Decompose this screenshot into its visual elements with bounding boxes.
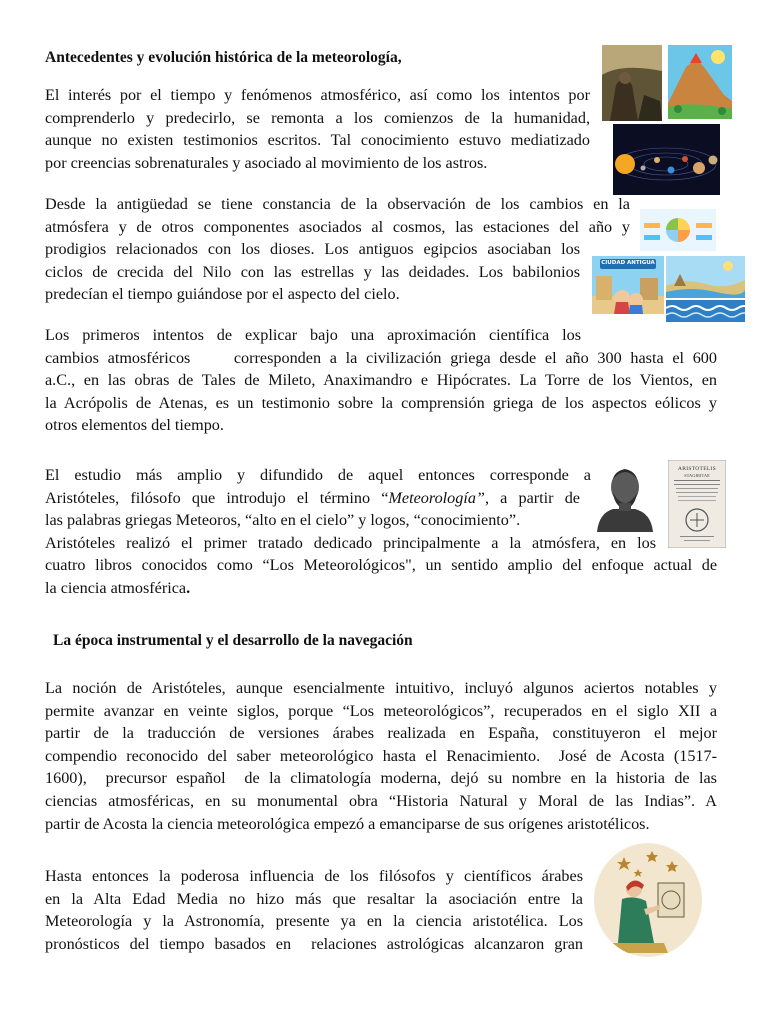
text-line: atmósfera y de otros componentes asociados al cosmos, las estaciones del año y — [45, 217, 630, 236]
text-line: a.C., en las obras de Tales de Mileto, Anaximandro e Hipócrates. La Torre de los Vientos, en — [45, 371, 717, 390]
vignette-label: CIUDAD ANTIGUA — [601, 260, 655, 266]
text-line: pronósticos del tiempo basados en relaciones astrológicas alcanzaron gran — [45, 934, 583, 953]
text-line: en la Alta Edad Media no hizo más que resaltar la asociación entre la — [45, 889, 583, 908]
water-waves-image — [666, 300, 745, 322]
text-line: predecían el tiempo guiándose por el aspecto del cielo. — [45, 285, 400, 304]
text-line: El estudio más amplio y difundido de aquel entonces corresponde a — [45, 466, 591, 484]
text-line: Aristóteles realizó el primer tratado dedicado principalmente a la atmósfera, en los — [45, 533, 656, 552]
text-line: comprenderlo y predecirlo, se remonta a los comienzos de la humanidad, — [45, 108, 590, 127]
text-line: permite avanzar en veinte siglos, porque “Los meteorológicos”, recuperados en el siglo XII a — [45, 701, 717, 720]
meteorologia-term: Meteorología”, — [388, 488, 489, 507]
text-line: 1600), precursor español de la climatología moderna, dejó su nombre en la historia de las — [45, 769, 717, 788]
text-line: cuatro libros conocidos como “Los Meteorológicos", un sentido amplio del enfoque actual de — [45, 556, 717, 575]
text-line: otros elementos del tiempo. — [45, 416, 224, 435]
river-landscape-image — [666, 256, 745, 298]
text-line — [45, 577, 717, 600]
text-line: ciclos de crecida del Nilo con las estrellas y las deidades. Los babilonios — [45, 262, 580, 281]
aristotle-bust-image — [591, 459, 658, 532]
text-fragment-bold: . — [186, 578, 191, 597]
aristotle-book-cover-image — [668, 460, 726, 548]
text-line: prodigios relacionados con los dioses. Los antiguos egipcios asociaban los — [45, 240, 580, 259]
seasons-diagram-image — [640, 209, 716, 251]
text-line: La noción de Aristóteles, aunque esencialmente intuitivo, incluyó algunos aciertos notables y — [45, 679, 717, 697]
text-line: Desde la antigüedad se tiene constancia de la observación de los cambios en la — [45, 195, 630, 213]
book-title-line2: STAGIRITAE — [684, 473, 710, 478]
text-line: aunque no existen testimonios escritos. Tal conocimiento estuvo mediatizado — [45, 131, 590, 150]
text-line: cambios atmosféricos corresponden a la civilización griega desde el año 300 hasta el 600 — [45, 348, 717, 367]
paragraph-interes — [45, 84, 590, 174]
paragraph-griegos — [45, 324, 717, 437]
text-line: compendio reconocido del saber meteorológico hasta el Renacimiento. José de Acosta (1517- — [45, 746, 717, 765]
text-line: las palabras griegas Meteoros, “alto en el cielo” y logos, “conocimiento”. — [45, 511, 521, 530]
section-heading-antecedentes: Antecedentes y evolución histórica de la meteorología, — [45, 49, 402, 66]
text-fragment: Aristóteles, filósofo que introdujo el término “ — [45, 488, 389, 507]
text-line: Hasta entonces la poderosa influencia de los filósofos y científicos árabes — [45, 867, 583, 885]
text-line: por creencias sobrenaturales y asociado al movimiento de los astros. — [45, 153, 488, 172]
text-fragment: a partir de — [489, 488, 580, 507]
text-fragment: la ciencia atmosférica — [45, 578, 187, 597]
text-line: la Acrópolis de Atenas, es un testimonio sobre la comprensión griega de los aspectos eólicos y — [45, 393, 717, 412]
paragraph-arabes — [45, 865, 583, 955]
ancient-city-cartoon-image — [592, 256, 664, 314]
text-line: Meteorología y la Astronomía, presente ya en la ciencia aristotélica. Los — [45, 912, 583, 931]
ancient-painting-image — [602, 45, 662, 121]
text-line: partir de Acosta la ciencia meteorológica empezó a emanciparse de sus orígenes aristotélicos. — [45, 814, 650, 833]
text-line: El interés por el tiempo y fenómenos atmosférico, así como los intentos por — [45, 86, 590, 104]
text-line: ciencias atmosféricas, en su monumental obra “Historia Natural y Moral de las Indias”. A — [45, 791, 717, 810]
text-line — [45, 487, 580, 510]
text-line: Los primeros intentos de explicar bajo una aproximación científica los — [45, 326, 581, 344]
medieval-astronomer-image — [594, 843, 702, 957]
paragraph-nocion — [45, 677, 717, 835]
solar-system-image — [613, 124, 720, 195]
text-line: partir de la traducción de versiones árabes realizada en España, constituyeron el mejor — [45, 724, 717, 743]
section-heading-epoca-instrumental: La época instrumental y el desarrollo de la navegación — [53, 632, 413, 649]
book-title-line1: ARISTOTELIS — [677, 466, 717, 472]
paragraph-antiguedad — [45, 193, 630, 306]
volcano-cartoon-image — [668, 45, 732, 119]
